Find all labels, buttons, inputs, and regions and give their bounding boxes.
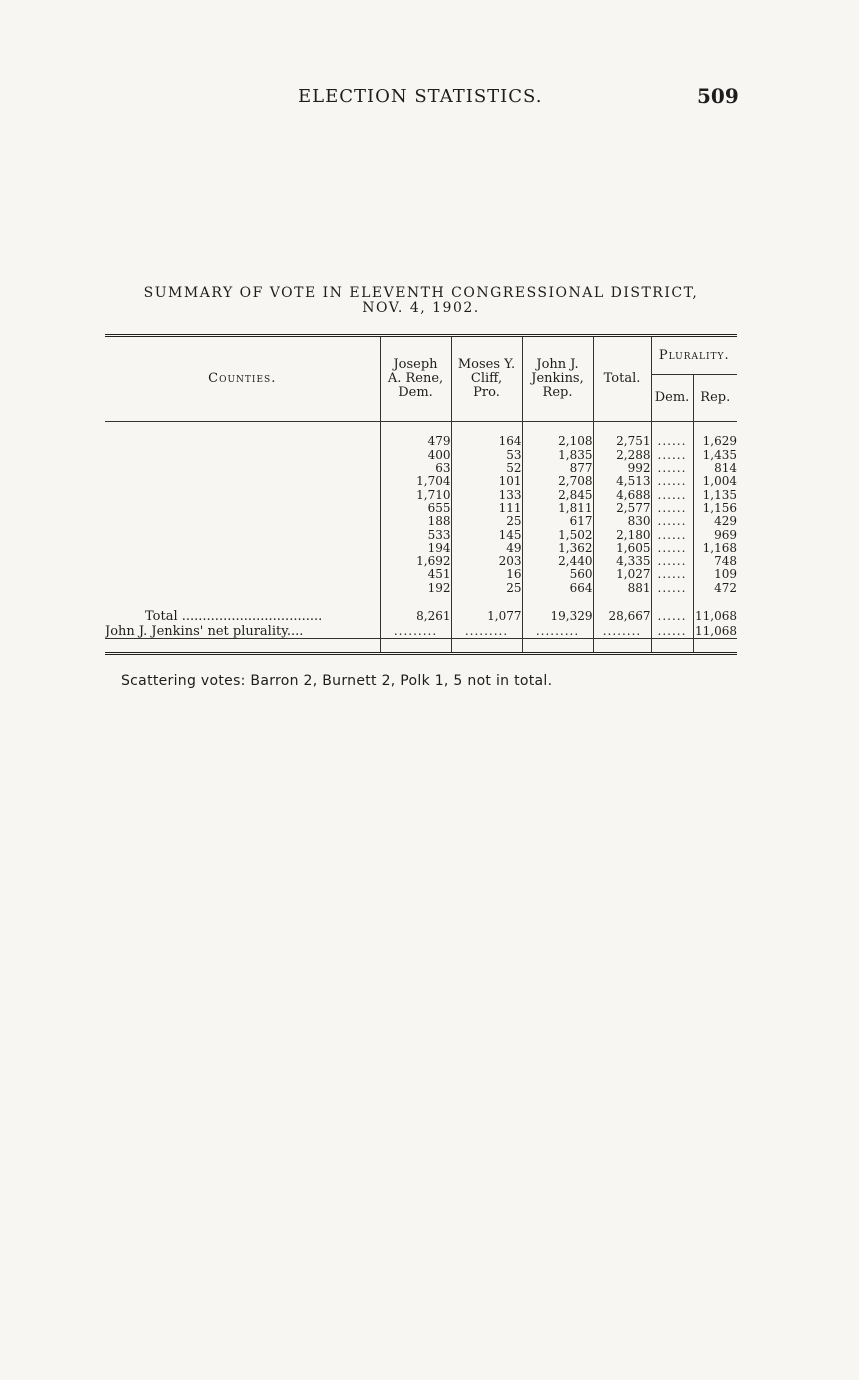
cell-jenkins: 617 [522, 515, 593, 528]
cell-rep: 814 [693, 462, 737, 475]
cell-jenkins: ......... [522, 624, 593, 639]
footnote: Scattering votes: Barron 2, Burnett 2, Polk 1, 5 not in total. [121, 673, 553, 689]
cell-cliff: ......... [451, 624, 522, 639]
cell-total: 2,180 [593, 528, 651, 541]
cell-rene: 1,692 [380, 555, 451, 568]
cell-jenkins: 1,502 [522, 528, 593, 541]
header-rene-line3: Dem. [398, 385, 433, 400]
cell-county [105, 435, 380, 448]
cell-rep: 472 [693, 582, 737, 595]
header-rene [380, 337, 451, 422]
cell-rene: 63 [380, 462, 451, 475]
cell-dem: ...... [651, 475, 693, 488]
cell-total: 2,577 [593, 502, 651, 515]
table-row [105, 502, 737, 515]
cell-cliff: 101 [451, 475, 522, 488]
cell-total: ........ [593, 624, 651, 639]
cell-total: 4,335 [593, 555, 651, 568]
cell-rene: 194 [380, 542, 451, 555]
cell-rene: 1,710 [380, 488, 451, 501]
table-row [105, 555, 737, 568]
cell-jenkins: 1,811 [522, 502, 593, 515]
cell-rene: 8,261 [380, 608, 451, 624]
cell-cliff: 25 [451, 582, 522, 595]
cell-dem: ...... [651, 624, 693, 639]
header-jenkins-line2: Jenkins, [531, 371, 584, 386]
cell-cliff: 203 [451, 555, 522, 568]
table-row [105, 435, 737, 448]
header-jenkins-line3: Rep. [542, 385, 573, 400]
cell-dem: ...... [651, 515, 693, 528]
cell-total: 4,688 [593, 488, 651, 501]
cell-cliff: 145 [451, 528, 522, 541]
cell-county [105, 449, 380, 462]
header-plurality-dem: Dem. [651, 375, 693, 422]
header-cliff-line3: Pro. [473, 385, 500, 400]
cell-cliff: 111 [451, 502, 522, 515]
table-row [105, 582, 737, 595]
page-number: 509 [697, 84, 739, 108]
header-plurality: Plurality. [651, 337, 737, 375]
header-cliff-line1: Moses Y. [457, 357, 516, 372]
cell-dem: ...... [651, 488, 693, 501]
cell-total: 2,751 [593, 435, 651, 448]
table-title-line1: SUMMARY OF VOTE IN ELEVENTH CONGRESSIONAL DISTRICT, [143, 285, 699, 301]
cell-county [105, 528, 380, 541]
cell-jenkins: 1,835 [522, 449, 593, 462]
cell-county [105, 475, 380, 488]
cell-rene: 192 [380, 582, 451, 595]
cell-rene: 451 [380, 568, 451, 581]
running-head [0, 86, 859, 112]
table-row [105, 449, 737, 462]
cell-cliff: 52 [451, 462, 522, 475]
cell-rene: 188 [380, 515, 451, 528]
header-rene-line2: A. Rene, [387, 371, 444, 386]
cell-county [105, 515, 380, 528]
cell-rep: 1,168 [693, 542, 737, 555]
cell-county [105, 542, 380, 555]
cell-dem: ...... [651, 582, 693, 595]
table-row [105, 488, 737, 501]
cell-total: 2,288 [593, 449, 651, 462]
cell-rene: 655 [380, 502, 451, 515]
cell-cliff: 25 [451, 515, 522, 528]
cell-county [105, 502, 380, 515]
cell-dem: ...... [651, 555, 693, 568]
header-rene-line1: Joseph [393, 357, 438, 372]
cell-dem: ...... [651, 528, 693, 541]
cell-dem: ...... [651, 608, 693, 624]
cell-total: 830 [593, 515, 651, 528]
cell-rene: 533 [380, 528, 451, 541]
cell-dem: ...... [651, 462, 693, 475]
cell-rene: 479 [380, 435, 451, 448]
cell-rep: 109 [693, 568, 737, 581]
cell-rep: 1,435 [693, 449, 737, 462]
vote-table [105, 337, 737, 652]
table-row [105, 528, 737, 541]
cell-county [105, 462, 380, 475]
cell-cliff: 53 [451, 449, 522, 462]
spacer-row [105, 422, 737, 436]
vote-table-frame [105, 334, 737, 655]
cell-total: 1,605 [593, 542, 651, 555]
table-title-line2: NOV. 4, 1902. [362, 300, 480, 316]
cell-cliff: 49 [451, 542, 522, 555]
cell-jenkins: 2,845 [522, 488, 593, 501]
cell-rep: 11,068 [693, 624, 737, 639]
cell-county [105, 568, 380, 581]
cell-dem: ...... [651, 568, 693, 581]
vote-table-body [105, 422, 737, 653]
cell-cliff: 1,077 [451, 608, 522, 624]
cell-rep: 429 [693, 515, 737, 528]
tail-row [105, 639, 737, 653]
cell-jenkins: 19,329 [522, 608, 593, 624]
header-jenkins-line1: John J. [536, 357, 579, 372]
cell-county: John J. Jenkins' net plurality.... [105, 624, 304, 639]
cell-dem: ...... [651, 502, 693, 515]
header-counties: Counties. [105, 337, 380, 422]
cell-total: 1,027 [593, 568, 651, 581]
cell-dem: ...... [651, 542, 693, 555]
cell-rep: 969 [693, 528, 737, 541]
cell-county [105, 488, 380, 501]
table-row [105, 462, 737, 475]
total-row [105, 608, 737, 624]
cell-total: 881 [593, 582, 651, 595]
header-cliff-line2: Cliff, [470, 371, 503, 386]
cell-rene: 1,704 [380, 475, 451, 488]
cell-rene: 400 [380, 449, 451, 462]
table-row [105, 515, 737, 528]
cell-jenkins: 2,108 [522, 435, 593, 448]
header-cliff [451, 337, 522, 422]
cell-county [105, 582, 380, 595]
table-row [105, 475, 737, 488]
cell-total: 28,667 [593, 608, 651, 624]
running-title: ELECTION STATISTICS. [298, 86, 543, 107]
plurality-row [105, 624, 737, 639]
cell-rep: 748 [693, 555, 737, 568]
header-plurality-rep: Rep. [693, 375, 737, 422]
table-title [105, 286, 737, 316]
cell-total: 4,513 [593, 475, 651, 488]
cell-jenkins: 1,362 [522, 542, 593, 555]
gap-row [105, 595, 737, 608]
cell-jenkins: 560 [522, 568, 593, 581]
cell-cliff: 16 [451, 568, 522, 581]
cell-cliff: 164 [451, 435, 522, 448]
cell-total: 992 [593, 462, 651, 475]
cell-rep: 1,135 [693, 488, 737, 501]
cell-rep: 1,004 [693, 475, 737, 488]
cell-jenkins: 877 [522, 462, 593, 475]
header-jenkins [522, 337, 593, 422]
cell-rep: 11,068 [693, 608, 737, 624]
cell-rep: 1,629 [693, 435, 737, 448]
cell-dem: ...... [651, 435, 693, 448]
cell-jenkins: 2,708 [522, 475, 593, 488]
cell-jenkins: 664 [522, 582, 593, 595]
cell-dem: ...... [651, 449, 693, 462]
table-row [105, 542, 737, 555]
table-row [105, 568, 737, 581]
cell-jenkins: 2,440 [522, 555, 593, 568]
cell-county: Total .................................. [145, 608, 323, 624]
header-total: Total. [593, 337, 651, 422]
cell-county [105, 555, 380, 568]
cell-cliff: 133 [451, 488, 522, 501]
cell-rep: 1,156 [693, 502, 737, 515]
cell-rene: ......... [380, 624, 451, 639]
